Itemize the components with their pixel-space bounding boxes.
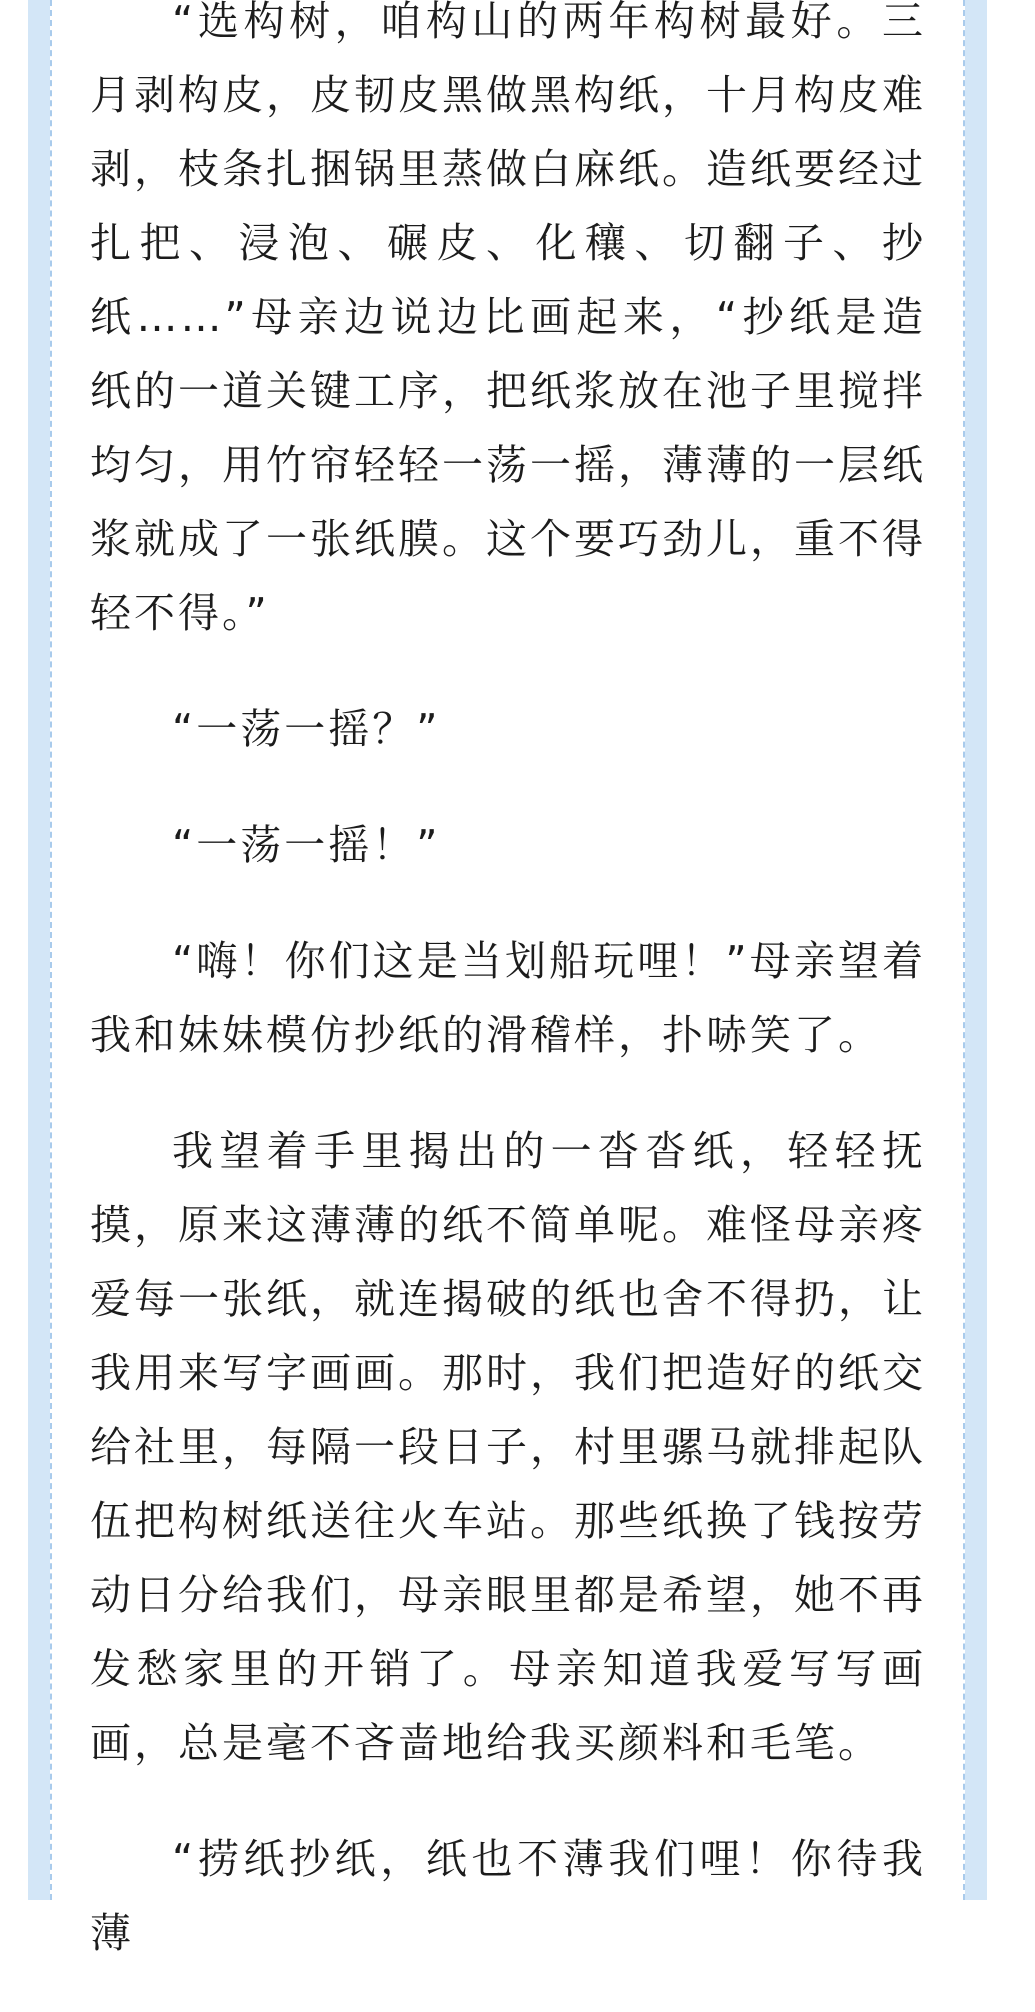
left-page-margin (0, 0, 28, 1900)
paragraph-reflection: 我望着手里揭出的一沓沓纸，轻轻抚摸，原来这薄薄的纸不简单呢。难怪母亲疼爱每一张纸，就连揭破的纸也舍不得扔，让我用来写字画画。那时，我们把造好的纸交给社里，每隔一段日子，村里骡马就排起队伍把构树纸送往火车站。那些纸换了钱按劳动日分给我们，母亲眼里都是希望，她不再发愁家里的开销了。母亲知道我爱写写画画，总是毫不吝啬地给我买颜料和毛笔。 (90, 1127, 926, 1767)
paragraph-mother-laughs: “嗨！你们这是当划船玩哩！”母亲望着我和妹妹模仿抄纸的滑稽样，扑哧笑了。 (90, 937, 926, 1059)
paragraph-answer: “一荡一摇！” (172, 821, 441, 869)
right-decorative-border (965, 0, 987, 1900)
right-page-margin (987, 0, 1035, 1900)
left-decorative-border (28, 0, 50, 1900)
paragraph-cut-off: “捞纸抄纸，纸也不薄我们哩！你待我薄 (90, 1835, 926, 1957)
paragraph-papermaking-steps: “选构树，咱构山的两年构树最好。三月剥构皮，皮韧皮黑做黑构纸，十月构皮难剥，枝条扎捆锅里蒸做白麻纸。造纸要经过扎把、浸泡、碾皮、化穰、切翻子、抄纸……”母亲边说边比画起来，“抄纸是造纸的一道关键工序，把纸浆放在池子里搅拌均匀，用竹帘轻轻一荡一摇，薄薄的一层纸浆就成了一张纸膜。这个要巧劲儿，重不得轻不得。” (90, 0, 926, 637)
article-body (90, 0, 926, 2012)
paragraph-question: “一荡一摇？” (172, 705, 441, 753)
right-dashed-rule (963, 0, 965, 1900)
left-dashed-rule (50, 0, 52, 1900)
